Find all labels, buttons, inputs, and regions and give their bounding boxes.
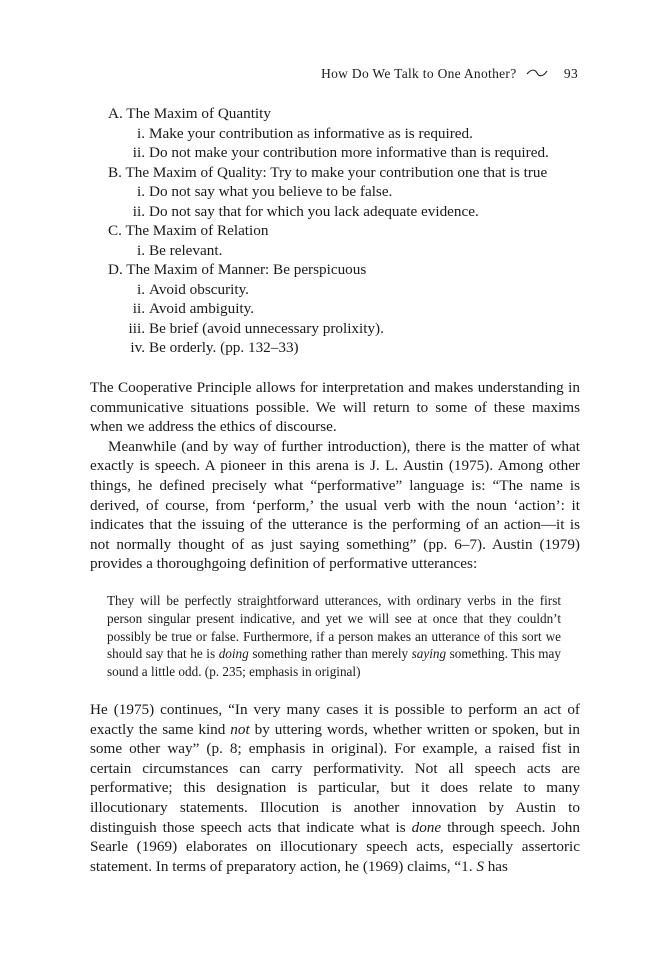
maxim-item: i. Be relevant. — [136, 241, 223, 259]
maxim-heading: B. The Maxim of Quality: Try to make your contribution one that is true — [108, 163, 548, 181]
maxim-heading: C. The Maxim of Relation — [108, 222, 269, 239]
running-title: How Do We Talk to One Another? — [321, 66, 517, 81]
maxim-heading: D. The Maxim of Manner: Be perspicuous — [108, 261, 367, 278]
maxim-item: i. Avoid obscurity. — [136, 280, 249, 298]
block-quote: They will be perfectly straightforward utterances, with ordinary verbs in the first person singular present indicative, and yet we will see at once that they couldn’t possibly be true or false. Furthermore, if a person makes an utterance of this sort we should say that he is doing something rather than merely saying something. This may sound a little odd. (p. 235; emphasis in original) — [107, 593, 561, 680]
swung-dash-ornament — [526, 66, 548, 82]
paragraph-austin: Meanwhile (and by way of further introduction), there is the matter of what exactly is speech. A pioneer in this arena is J. L. Austin (1975). Among other things, he defined precisely what “performative” language is: “The name is derived, of course, from ‘perform,’ the usual verb with the noun ‘action’: it indicates that the issuing of the utterance is the performing of an action—it is not normally thought of as just saying something” (pp. 6–7). Austin (1979) provides a thoroughgoing definition of performative utterances: — [90, 437, 580, 573]
maxim-item: iii. Be brief (avoid unnecessary prolixity). — [128, 319, 384, 337]
page-number: 93 — [563, 66, 578, 81]
maxim-heading: A. The Maxim of Quantity — [108, 105, 271, 122]
running-head — [90, 66, 578, 82]
maxims-list — [90, 104, 590, 358]
maxim-item: ii. Avoid ambiguity. — [132, 300, 255, 317]
body-text-block — [90, 378, 580, 574]
paragraph-illocution: He (1975) continues, “In very many cases it is possible to perform an act of exactly the same kind not by uttering words, whether written or spoken, but in some other way” (p. 8; emphasis in original). For example, a raised fist in certain circumstances can carry performativity. Not all speech acts are performative; this designation is particular, but it does relate to many illocutionary statements. Illocution is another innovation by Austin to distinguish those speech acts that indicate what is done through speech. John Searle (1969) elaborates on illocutionary speech acts, especially assertoric statement. In terms of preparatory action, he (1969) claims, “1. S has — [90, 701, 580, 875]
maxim-item: ii. Do not say that for which you lack adequate evidence. — [132, 202, 479, 220]
maxim-item: i. Make your contribution as informative as is required. — [136, 124, 473, 142]
swung-dash-icon — [526, 68, 548, 78]
maxim-item: ii. Do not make your contribution more informative than is required. — [132, 144, 549, 161]
paragraph-cooperative-principle: The Cooperative Principle allows for interpretation and makes understanding in communicative situations possible. We will return to some of these maxims when we address the ethics of discourse. — [90, 379, 580, 436]
maxim-item: i. Do not say what you believe to be false. — [136, 183, 393, 200]
maxim-item: iv. Be orderly. (pp. 132–33) — [130, 339, 299, 356]
